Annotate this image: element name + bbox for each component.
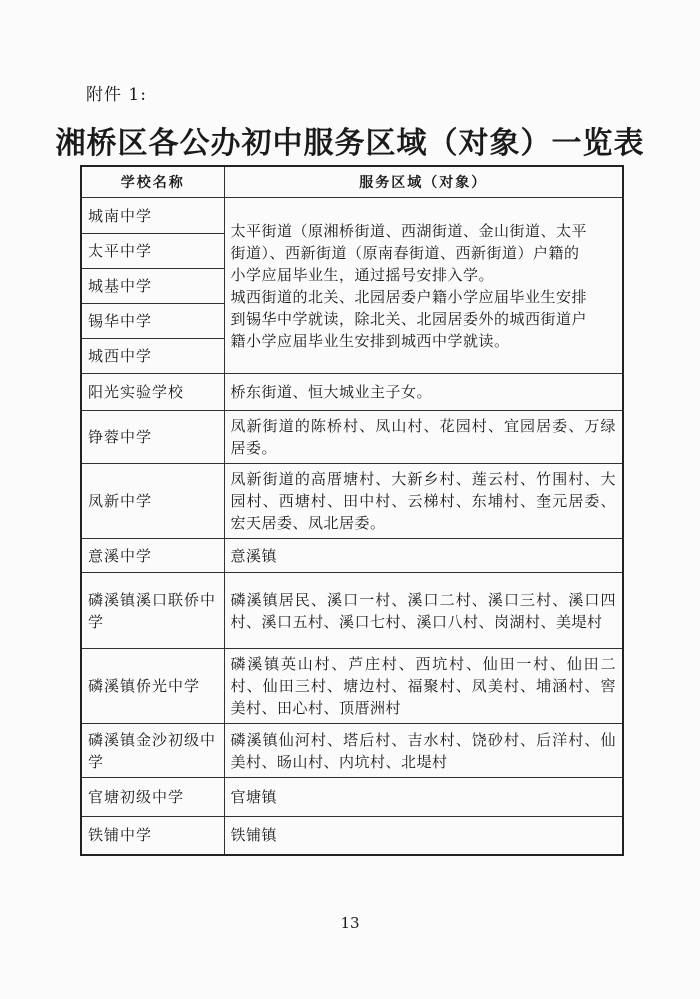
school-name: 磷溪镇侨光中学 [81,649,224,724]
school-name: 太平中学 [81,234,224,269]
table-row [81,649,623,724]
service-area: 意溪镇 [224,539,623,573]
school-name: 锡华中学 [81,304,224,339]
table-row [81,778,623,817]
header-service-area: 服务区域（对象） [224,166,623,198]
area-line: 到锡华中学就读，除北关、北园居委外的城西街道户 [230,309,588,328]
school-name: 官塘初级中学 [81,778,224,817]
school-name: 意溪中学 [81,539,224,573]
school-name: 凤新中学 [81,464,224,539]
table-row [81,198,623,234]
table-header-row [81,166,623,198]
service-area: 磷溪镇居民、溪口一村、溪口二村、溪口三村、溪口四村、溪口五村、溪口七村、溪口八村、岗湖村、美堤村 [224,573,623,649]
area-line: 籍小学应届毕业生安排到城西中学就读。 [230,331,510,350]
header-school-name: 学校名称 [81,166,224,198]
service-area: 桥东街道、恒大城业主子女。 [224,374,623,411]
attachment-label: 附件 1: [86,85,147,105]
service-area: 磷溪镇英山村、芦庄村、西坑村、仙田一村、仙田二村、仙田三村、塘边村、福聚村、凤美村、埔涵村、窖美村、田心村、顶厝洲村 [224,649,623,724]
school-name: 铁铺中学 [81,817,224,855]
service-area: 官塘镇 [224,778,623,817]
table-row [81,374,623,411]
school-name: 铮蓉中学 [81,411,224,464]
table-row [81,539,623,573]
school-name: 城基中学 [81,269,224,304]
page-number: 13 [340,914,360,932]
table-row [81,724,623,778]
service-area [224,198,623,374]
school-name: 城南中学 [81,198,224,234]
area-line: 太平街道（原湘桥街道、西湖街道、金山街道、太平 [230,221,588,240]
area-line: 小学应届毕业生，通过摇号安排入学。 [230,265,495,284]
table-row [81,817,623,855]
table-row [81,411,623,464]
school-name: 磷溪镇金沙初级中学 [81,724,224,778]
service-area: 磷溪镇仙河村、塔后村、吉水村、饶砂村、后洋村、仙美村、旸山村、内坑村、北堤村 [224,724,623,778]
school-name: 城西中学 [81,339,224,374]
service-area: 凤新街道的高厝塘村、大新乡村、莲云村、竹围村、大园村、西塘村、田中村、云梯村、东埔村、奎元居委、宏天居委、凤北居委。 [224,464,623,539]
area-line: 街道）、西新街道（原南春街道、西新街道）户籍的 [230,243,580,262]
area-line: 城西街道的北关、北园居委户籍小学应届毕业生安排 [230,287,588,306]
school-name: 阳光实验学校 [81,374,224,411]
table-row [81,573,623,649]
service-area: 凤新街道的陈桥村、凤山村、花园村、宜园居委、万绿居委。 [224,411,623,464]
service-area-table [80,165,624,856]
table-row [81,464,623,539]
page-title: 湘桥区各公办初中服务区域（对象）一览表 [55,126,645,161]
school-name: 磷溪镇溪口联侨中学 [81,573,224,649]
service-area: 铁铺镇 [224,817,623,855]
